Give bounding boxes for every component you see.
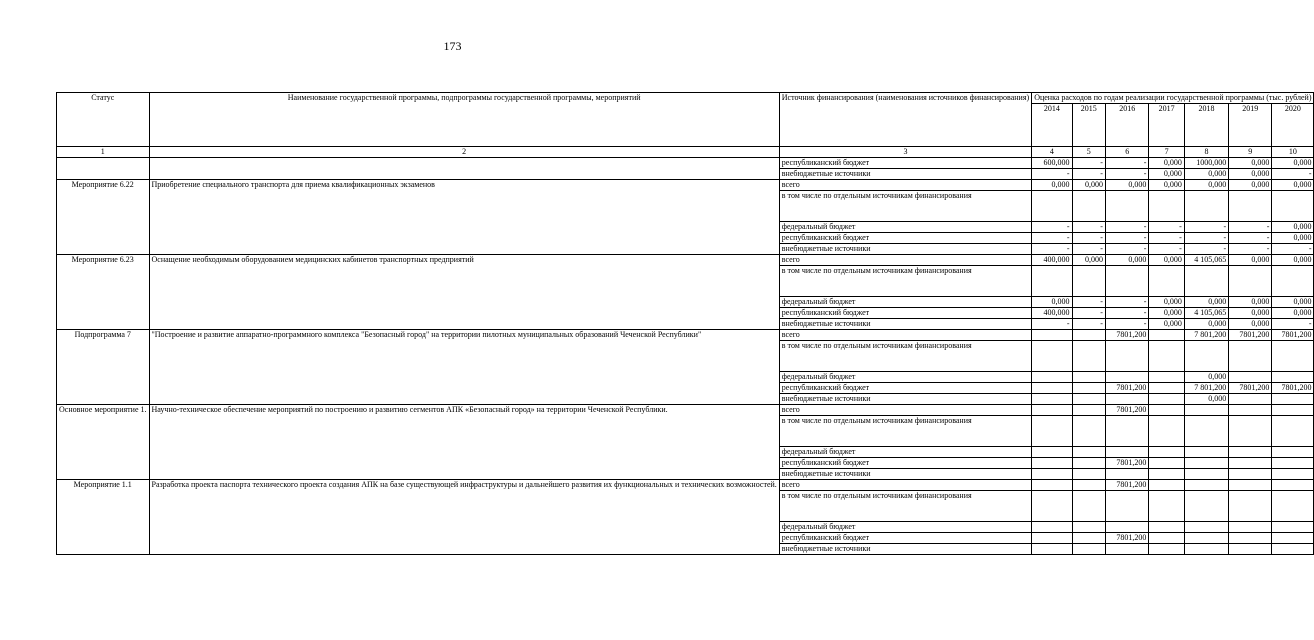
value-cell (1229, 372, 1272, 383)
source-cell: федеральный бюджет (779, 372, 1031, 383)
source-cell: в том числе по отдельным источникам финансирования (779, 266, 1031, 297)
value-cell (1105, 544, 1148, 555)
col-number: 4 (1032, 147, 1072, 158)
value-cell (1032, 458, 1072, 469)
value-cell: 0,000 (1272, 308, 1314, 319)
value-cell: 4 105,065 (1184, 308, 1228, 319)
value-cell (1032, 330, 1072, 341)
value-cell: 0,000 (1149, 255, 1184, 266)
col-number: 5 (1072, 147, 1105, 158)
value-cell: 0,000 (1229, 319, 1272, 330)
column-number-row (57, 147, 1314, 158)
value-cell: - (1229, 244, 1272, 255)
value-cell: - (1105, 244, 1148, 255)
value-cell (1032, 491, 1072, 522)
value-cell: 400,000 (1032, 255, 1072, 266)
status-cell-empty (57, 158, 150, 180)
value-cell (1032, 191, 1072, 222)
value-cell (1272, 394, 1314, 405)
value-cell (1184, 522, 1228, 533)
value-cell (1229, 341, 1272, 372)
value-cell: - (1184, 222, 1228, 233)
value-cell (1229, 522, 1272, 533)
value-cell (1149, 458, 1184, 469)
value-cell: 0,000 (1072, 180, 1105, 191)
value-cell: - (1184, 233, 1228, 244)
name-cell: Оснащение необходимым оборудованием медицинских кабинетов транспортных предприятий (149, 255, 779, 330)
source-cell: внебюджетные источники (779, 469, 1031, 480)
value-cell (1149, 469, 1184, 480)
budget-table (56, 92, 1314, 555)
source-cell: внебюджетные источники (779, 169, 1031, 180)
source-cell: всего (779, 180, 1031, 191)
value-cell (1229, 544, 1272, 555)
table-row (57, 158, 1314, 169)
value-cell: 600,000 (1032, 158, 1072, 169)
value-cell: 7 801,200 (1184, 330, 1228, 341)
source-cell: внебюджетные источники (779, 544, 1031, 555)
value-cell (1272, 491, 1314, 522)
value-cell (1149, 266, 1184, 297)
value-cell: - (1072, 244, 1105, 255)
value-cell: 4 105,065 (1184, 255, 1228, 266)
source-cell: федеральный бюджет (779, 447, 1031, 458)
source-cell: всего (779, 330, 1031, 341)
value-cell: - (1072, 297, 1105, 308)
value-cell (1184, 191, 1228, 222)
source-cell: в том числе по отдельным источникам финансирования (779, 341, 1031, 372)
value-cell: 0,000 (1184, 394, 1228, 405)
col-number: 8 (1184, 147, 1228, 158)
source-cell: в том числе по отдельным источникам финансирования (779, 491, 1031, 522)
value-cell: 0,000 (1229, 158, 1272, 169)
value-cell (1184, 447, 1228, 458)
value-cell: - (1272, 319, 1314, 330)
name-cell: Научно-техническое обеспечение мероприятий по построению и развитию сегментов АПК «Безопасный город» на территории Чеченской Республики. (149, 405, 779, 480)
value-cell: - (1105, 158, 1148, 169)
value-cell: 7801,200 (1272, 383, 1314, 394)
value-cell: - (1072, 308, 1105, 319)
value-cell: 0,000 (1229, 180, 1272, 191)
value-cell (1072, 416, 1105, 447)
value-cell: 0,000 (1272, 233, 1314, 244)
header-year: 2014 (1032, 104, 1072, 147)
value-cell: 7801,200 (1105, 330, 1148, 341)
value-cell (1105, 394, 1148, 405)
value-cell (1149, 330, 1184, 341)
value-cell: 0,000 (1149, 180, 1184, 191)
value-cell: - (1105, 233, 1148, 244)
value-cell: 0,000 (1032, 180, 1072, 191)
source-cell: внебюджетные источники (779, 319, 1031, 330)
header-source: Источник финансирования (наименования источников финансирования) (779, 93, 1031, 147)
value-cell (1032, 480, 1072, 491)
value-cell: - (1072, 233, 1105, 244)
value-cell (1229, 394, 1272, 405)
value-cell: - (1032, 169, 1072, 180)
value-cell (1149, 372, 1184, 383)
status-cell: Подпрограмма 7 (57, 330, 150, 405)
value-cell (1105, 447, 1148, 458)
value-cell: 0,000 (1072, 255, 1105, 266)
value-cell: - (1072, 158, 1105, 169)
value-cell (1105, 191, 1148, 222)
header-name: Наименование государственной программы, подпрограммы государственной программы, мероприятий (149, 93, 779, 147)
value-cell (1072, 372, 1105, 383)
value-cell (1032, 341, 1072, 372)
value-cell: 0,000 (1105, 180, 1148, 191)
value-cell: - (1149, 233, 1184, 244)
value-cell: 0,000 (1149, 158, 1184, 169)
value-cell: - (1105, 222, 1148, 233)
value-cell: 0,000 (1184, 180, 1228, 191)
value-cell (1072, 405, 1105, 416)
col-number: 7 (1149, 147, 1184, 158)
value-cell (1229, 469, 1272, 480)
value-cell (1229, 266, 1272, 297)
value-cell (1032, 469, 1072, 480)
value-cell: 0,000 (1272, 158, 1314, 169)
source-cell: всего (779, 480, 1031, 491)
status-cell: Основное мероприятие 1. (57, 405, 150, 480)
name-cell-empty (149, 158, 779, 180)
value-cell (1184, 480, 1228, 491)
value-cell: 7801,200 (1105, 405, 1148, 416)
value-cell (1272, 191, 1314, 222)
table-row (57, 480, 1314, 491)
value-cell: - (1032, 233, 1072, 244)
col-number: 6 (1105, 147, 1148, 158)
header-year: 2016 (1105, 104, 1148, 147)
value-cell (1072, 533, 1105, 544)
header-year: 2018 (1184, 104, 1228, 147)
value-cell (1032, 266, 1072, 297)
value-cell (1032, 394, 1072, 405)
value-cell (1272, 372, 1314, 383)
col-number: 2 (149, 147, 779, 158)
value-cell (1149, 480, 1184, 491)
value-cell (1184, 533, 1228, 544)
source-cell: республиканский бюджет (779, 233, 1031, 244)
value-cell (1272, 544, 1314, 555)
value-cell: - (1272, 169, 1314, 180)
table-row (57, 255, 1314, 266)
value-cell: 400,000 (1032, 308, 1072, 319)
value-cell: - (1149, 222, 1184, 233)
value-cell: 0,000 (1184, 297, 1228, 308)
source-cell: в том числе по отдельным источникам финансирования (779, 191, 1031, 222)
header-status: Статус (57, 93, 150, 147)
status-cell: Мероприятие 6.22 (57, 180, 150, 255)
source-cell: внебюджетные источники (779, 244, 1031, 255)
value-cell: 0,000 (1272, 255, 1314, 266)
table-row (57, 405, 1314, 416)
value-cell (1072, 341, 1105, 372)
value-cell: 0,000 (1229, 308, 1272, 319)
header-estimate: Оценка расходов по годам реализации государственной программы (тыс. рублей) (1032, 93, 1314, 104)
value-cell: - (1105, 297, 1148, 308)
col-number: 1 (57, 147, 150, 158)
value-cell: 0,000 (1149, 297, 1184, 308)
header-row (57, 93, 1314, 104)
value-cell (1149, 405, 1184, 416)
value-cell: 7801,200 (1105, 533, 1148, 544)
value-cell: - (1072, 222, 1105, 233)
value-cell: 0,000 (1229, 255, 1272, 266)
value-cell: 0,000 (1229, 297, 1272, 308)
value-cell: - (1105, 308, 1148, 319)
value-cell: 0,000 (1149, 169, 1184, 180)
value-cell (1272, 405, 1314, 416)
value-cell: 0,000 (1149, 319, 1184, 330)
value-cell (1072, 191, 1105, 222)
value-cell (1105, 469, 1148, 480)
value-cell (1105, 372, 1148, 383)
value-cell: - (1272, 244, 1314, 255)
value-cell (1149, 416, 1184, 447)
value-cell: 0,000 (1184, 319, 1228, 330)
col-number: 9 (1229, 147, 1272, 158)
source-cell: республиканский бюджет (779, 308, 1031, 319)
value-cell (1072, 383, 1105, 394)
value-cell: - (1032, 319, 1072, 330)
value-cell (1032, 383, 1072, 394)
value-cell (1032, 522, 1072, 533)
value-cell: - (1149, 244, 1184, 255)
value-cell: - (1032, 222, 1072, 233)
value-cell (1072, 447, 1105, 458)
table-row (57, 330, 1314, 341)
name-cell: Разработка проекта паспорта технического проекта создания АПК на базе существующей инфраструктуры и дальнейшего развития их функциональных и технических возможностей. (149, 480, 779, 555)
value-cell: 7801,200 (1229, 383, 1272, 394)
value-cell (1272, 522, 1314, 533)
value-cell: 1000,000 (1184, 158, 1228, 169)
value-cell (1272, 341, 1314, 372)
value-cell: 7801,200 (1229, 330, 1272, 341)
value-cell (1149, 394, 1184, 405)
source-cell: всего (779, 405, 1031, 416)
value-cell: 0,000 (1149, 308, 1184, 319)
value-cell (1184, 405, 1228, 416)
value-cell (1184, 544, 1228, 555)
source-cell: республиканский бюджет (779, 458, 1031, 469)
source-cell: всего (779, 255, 1031, 266)
value-cell (1184, 491, 1228, 522)
value-cell (1184, 458, 1228, 469)
value-cell (1149, 533, 1184, 544)
name-cell: "Построение и развитие аппаратно-программного комплекса "Безопасный город" на территории пилотных муниципальных образований Чеченской Республики" (149, 330, 779, 405)
value-cell (1105, 341, 1148, 372)
value-cell (1229, 447, 1272, 458)
value-cell (1149, 383, 1184, 394)
source-cell: внебюджетные источники (779, 394, 1031, 405)
value-cell: 7801,200 (1105, 383, 1148, 394)
header-year: 2020 (1272, 104, 1314, 147)
value-cell (1184, 416, 1228, 447)
value-cell (1072, 458, 1105, 469)
header-year: 2019 (1229, 104, 1272, 147)
value-cell: 0,000 (1184, 169, 1228, 180)
value-cell: 7801,200 (1105, 458, 1148, 469)
value-cell: - (1229, 222, 1272, 233)
value-cell (1229, 491, 1272, 522)
value-cell (1072, 330, 1105, 341)
name-cell: Приобретение специального транспорта для приема квалификационных экзаменов (149, 180, 779, 255)
value-cell (1272, 458, 1314, 469)
value-cell (1149, 491, 1184, 522)
value-cell (1272, 266, 1314, 297)
col-number: 10 (1272, 147, 1314, 158)
status-cell: Мероприятие 6.23 (57, 255, 150, 330)
value-cell: 0,000 (1272, 297, 1314, 308)
source-cell: в том числе по отдельным источникам финансирования (779, 416, 1031, 447)
value-cell (1184, 266, 1228, 297)
value-cell (1229, 458, 1272, 469)
value-cell (1272, 533, 1314, 544)
table-body (57, 93, 1314, 555)
value-cell (1072, 544, 1105, 555)
value-cell: 0,000 (1272, 180, 1314, 191)
value-cell (1272, 469, 1314, 480)
value-cell (1072, 491, 1105, 522)
value-cell (1032, 533, 1072, 544)
header-year: 2015 (1072, 104, 1105, 147)
table-row (57, 180, 1314, 191)
value-cell (1229, 405, 1272, 416)
value-cell (1105, 416, 1148, 447)
value-cell (1272, 480, 1314, 491)
value-cell (1149, 447, 1184, 458)
value-cell (1184, 341, 1228, 372)
value-cell (1229, 480, 1272, 491)
value-cell (1032, 405, 1072, 416)
header-year: 2017 (1149, 104, 1184, 147)
value-cell: 0,000 (1229, 169, 1272, 180)
value-cell (1229, 533, 1272, 544)
value-cell (1105, 491, 1148, 522)
value-cell (1072, 522, 1105, 533)
value-cell (1149, 341, 1184, 372)
value-cell: - (1105, 319, 1148, 330)
status-cell: Мероприятие 1.1 (57, 480, 150, 555)
value-cell (1032, 416, 1072, 447)
value-cell (1032, 372, 1072, 383)
value-cell (1072, 394, 1105, 405)
value-cell: 7 801,200 (1184, 383, 1228, 394)
source-cell: федеральный бюджет (779, 522, 1031, 533)
value-cell: 0,000 (1272, 222, 1314, 233)
value-cell: - (1072, 319, 1105, 330)
value-cell: - (1072, 169, 1105, 180)
value-cell (1272, 447, 1314, 458)
col-number: 3 (779, 147, 1031, 158)
value-cell: - (1105, 169, 1148, 180)
value-cell: 0,000 (1184, 372, 1228, 383)
value-cell (1072, 266, 1105, 297)
value-cell (1032, 447, 1072, 458)
value-cell: 7801,200 (1272, 330, 1314, 341)
value-cell (1072, 469, 1105, 480)
value-cell: - (1032, 244, 1072, 255)
value-cell (1149, 544, 1184, 555)
value-cell: - (1184, 244, 1228, 255)
source-cell: федеральный бюджет (779, 297, 1031, 308)
page-number: 173 (443, 39, 462, 53)
value-cell (1105, 522, 1148, 533)
value-cell: 0,000 (1032, 297, 1072, 308)
value-cell: 0,000 (1105, 255, 1148, 266)
value-cell (1032, 544, 1072, 555)
source-cell: республиканский бюджет (779, 383, 1031, 394)
source-cell: республиканский бюджет (779, 533, 1031, 544)
value-cell (1072, 480, 1105, 491)
source-cell: республиканский бюджет (779, 158, 1031, 169)
value-cell: - (1229, 233, 1272, 244)
value-cell (1149, 191, 1184, 222)
value-cell (1149, 522, 1184, 533)
value-cell (1184, 469, 1228, 480)
value-cell (1105, 266, 1148, 297)
value-cell (1229, 416, 1272, 447)
value-cell: 7801,200 (1105, 480, 1148, 491)
value-cell (1229, 191, 1272, 222)
source-cell: федеральный бюджет (779, 222, 1031, 233)
value-cell (1272, 416, 1314, 447)
